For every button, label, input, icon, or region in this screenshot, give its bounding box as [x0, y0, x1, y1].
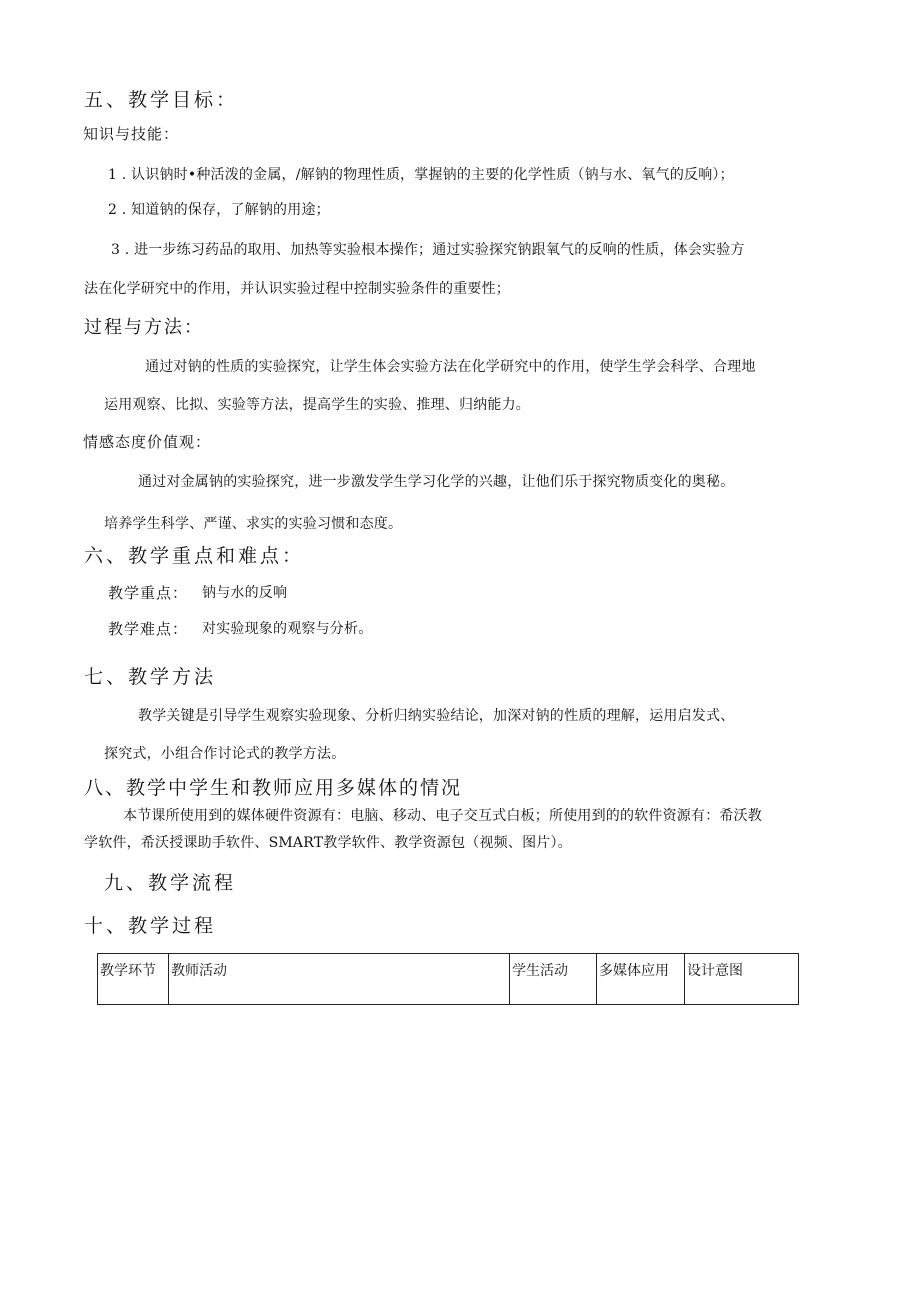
emotion-heading: 情感态度价值观：: [83, 433, 212, 451]
teaching-process-table: [97, 953, 799, 1005]
difficulty-label: 教学难点：: [108, 620, 189, 638]
knowledge-item-1: 1 . 认识钠时•种活泼的金属，/解钠的物理性质，掌握钠的主要的化学性质（钠与水、氧气的反响）；: [108, 167, 734, 183]
key-point-text: 钠与水的反响: [202, 585, 288, 601]
method-paragraph: 教学关键是引导学生观察实验现象、分析归纳实验结论，加深对钠的性质的理解，运用启发式、: [138, 708, 735, 724]
knowledge-item-3-cont: 法在化学研究中的作用，并认识实验过程中控制实验条件的重要性；: [84, 281, 510, 297]
section-8-title: 八、教学中学生和教师应用多媒体的情况: [84, 777, 463, 799]
col-teacher-activity: 教师活动: [169, 954, 510, 1005]
col-design-intent: 设计意图: [685, 954, 799, 1005]
section-9-title: 九、教学流程: [104, 872, 237, 894]
section-5-title: 五、教学目标：: [84, 89, 239, 111]
emotion-paragraph-2: 培养学生科学、严谨、求实的实验习惯和态度。: [104, 516, 403, 532]
section-10-title: 十、教学过程: [84, 915, 217, 937]
process-paragraph: 通过对钠的性质的实验探究，让学生体会实验方法在化学研究中的作用，使学生学会科学、合理地: [145, 359, 756, 375]
section-6-title: 六、教学重点和难点：: [84, 545, 305, 567]
media-paragraph: 本节课所使用到的媒体硬件资源有：电脑、移动、电子交互式白板；所使用到的的软件资源有：希沃教: [123, 808, 762, 824]
col-multimedia-use: 多媒体应用: [597, 954, 685, 1005]
media-paragraph-cont: 学软件，希沃授课助手软件、SMART教学软件、教学资源包（视频、图片）。: [84, 835, 572, 851]
process-method-heading: 过程与方法：: [84, 317, 204, 338]
difficulty-text: 对实验现象的观察与分析。: [202, 621, 373, 637]
process-paragraph-cont: 运用观察、比拟、实验等方法，提高学生的实验、推理、归纳能力。: [104, 397, 530, 413]
method-paragraph-cont: 探究式，小组合作讨论式的教学方法。: [104, 746, 346, 762]
key-point-label: 教学重点：: [108, 584, 189, 602]
knowledge-item-3: 3 . 进一步练习药品的取用、加热等实验根本操作；通过实验探究钠跟氧气的反响的性质，体会实验方: [111, 242, 745, 258]
emotion-paragraph-1: 通过对金属钠的实验探究，进一步激发学生学习化学的兴趣，让他们乐于探究物质变化的奥秘。: [138, 474, 735, 490]
table-header-row: [98, 954, 799, 1005]
knowledge-skills-heading: 知识与技能：: [83, 125, 180, 143]
col-teaching-stage: 教学环节: [98, 954, 169, 1005]
section-7-title: 七、教学方法: [84, 666, 217, 688]
knowledge-item-2: 2 . 知道钠的保存，了解钠的用途；: [108, 202, 330, 218]
col-student-activity: 学生活动: [510, 954, 597, 1005]
